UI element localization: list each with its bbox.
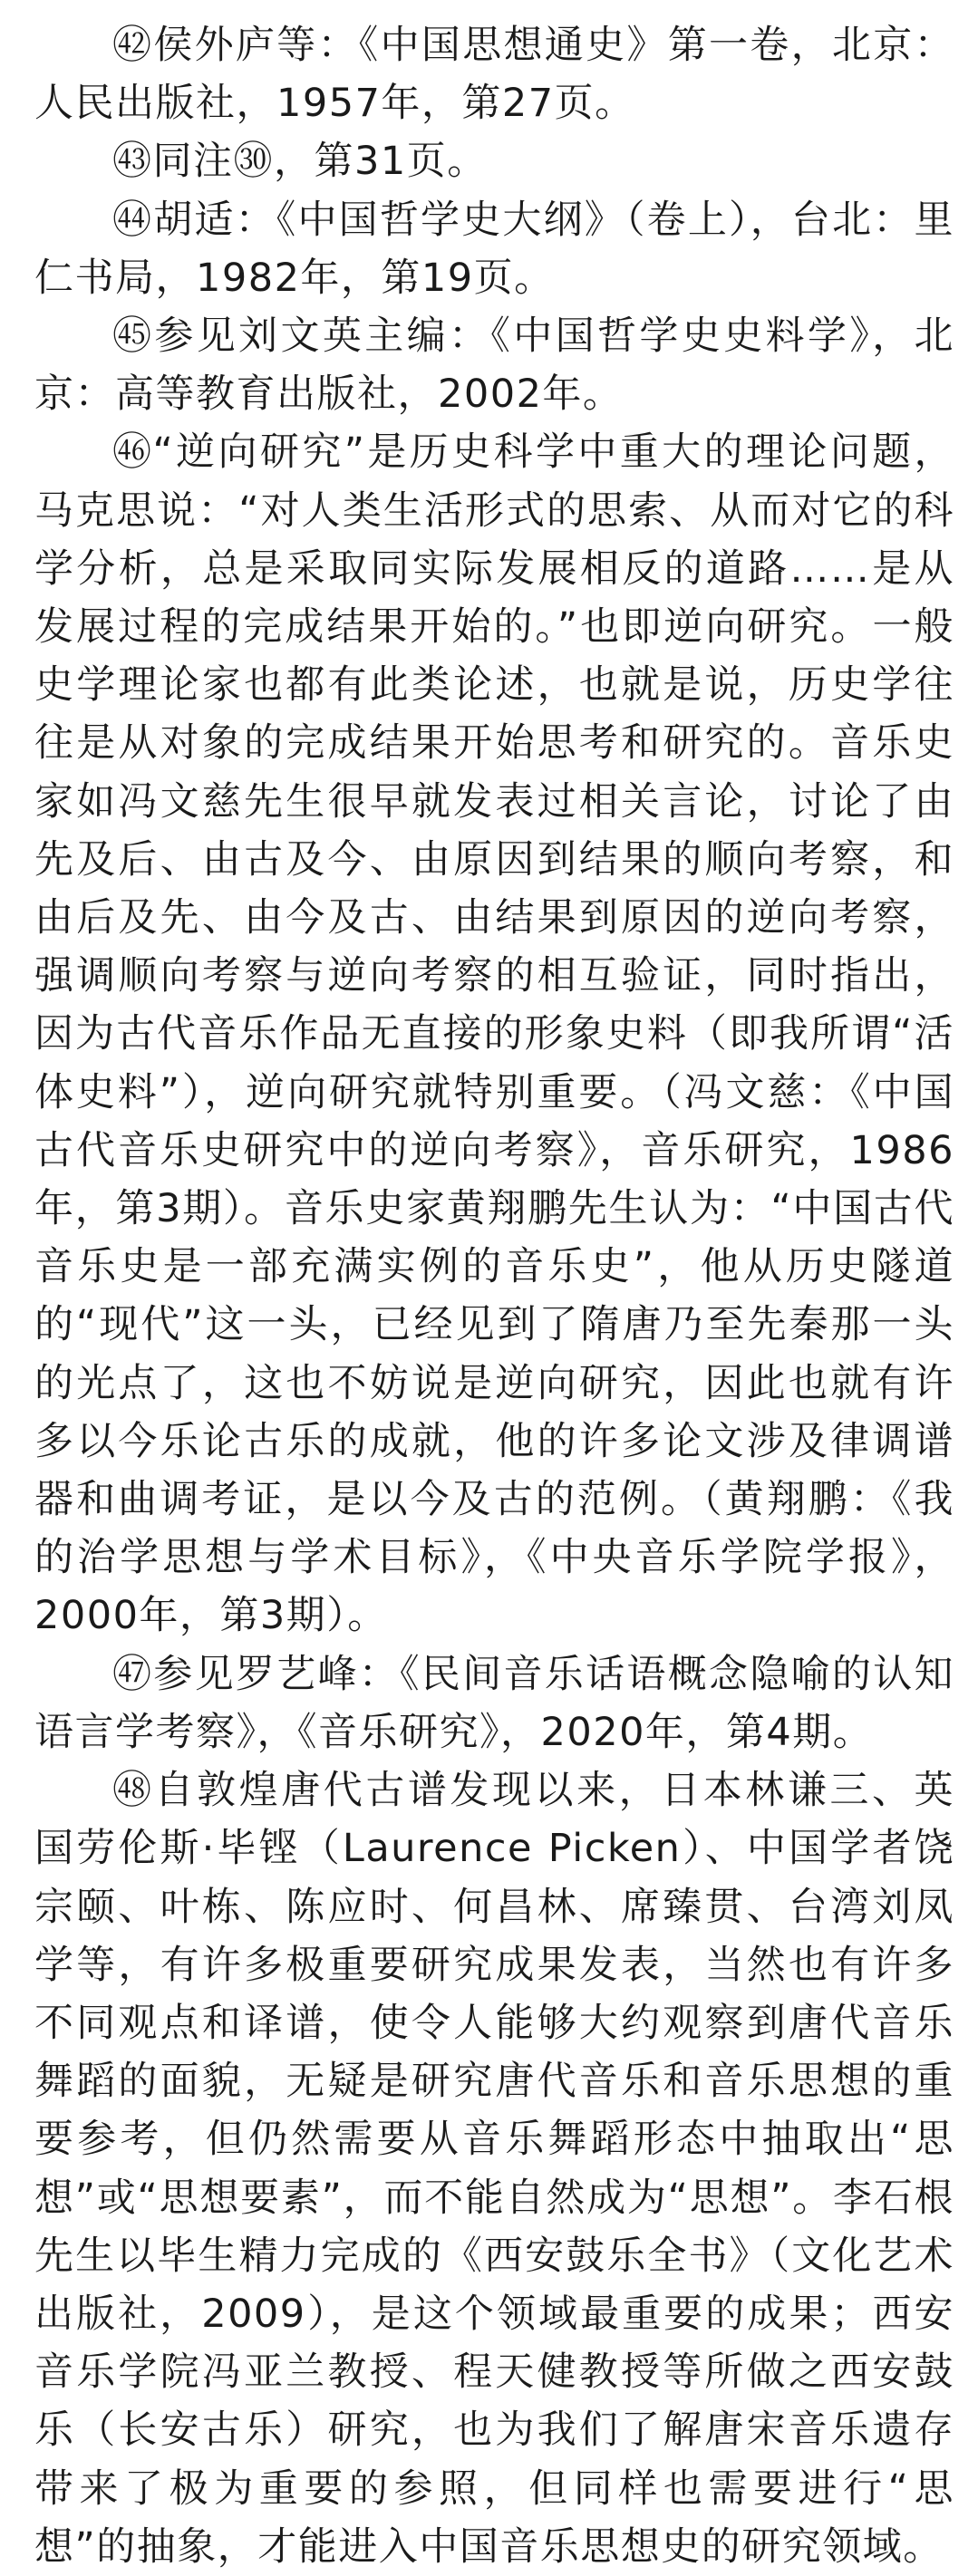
footnote-marker: ㊼ <box>112 1651 153 1697</box>
footnote-text: 胡适：《中国哲学史大纲》（卷上），台北：里仁书局，1982年，第19页。 <box>34 197 954 301</box>
footnote-text: “逆向研究”是历史科学中重大的理论问题，马克思说：“对人类生活形式的思索、从而对它的科学分析，总是采取同实际发展相反的道路……是从发展过程的完成结果开始的。”也即逆向研究。一般史学理论家也都有此类论述，也就是说，历史学往往是从对象的完成结果开始思考和研究的。音乐史家如冯文慈先生很早就发表过相关言论，讨论了由先及后、由古及今、由原因到结果的顺向考察，和由后及先、由今及古、由结果到原因的逆向考察，强调顺向考察与逆向考察的相互验证，同时指出，因为古代音乐作品无直接的形象史料（即我所谓“活体史料”），逆向研究就特别重要。（冯文慈：《中国古代音乐史研究中的逆向考察》，音乐研究，1986年，第3期）。音乐史家黄翔鹏先生认为：“中国古代音乐史是一部充满实例的音乐史”，他从历史隧道的“现代”这一头，已经见到了隋唐乃至先秦那一头的光点了，这也不妨说是逆向研究，因此也就有许多以今乐论古乐的成就，他的许多论文涉及律调谱器和曲调考证，是以今及古的范例。（黄翔鹏：《我的治学思想与学术目标》，《中央音乐学院学报》，2000年，第3期）。 <box>34 429 954 1639</box>
footnote-marker: ㊸ <box>112 139 153 185</box>
footnote-text: 参见刘文英主编：《中国哲学史史料学》，北京：高等教育出版社，2002年。 <box>34 314 954 418</box>
footnote-42 <box>34 16 954 132</box>
footnote-48 <box>34 1761 954 2576</box>
footnote-text: 参见罗艺峰：《民间音乐话语概念隐喻的认知语言学考察》，《音乐研究》，2020年，第4期。 <box>34 1651 954 1755</box>
footnote-marker: ㊻ <box>112 429 153 476</box>
footnotes-page <box>34 16 954 2576</box>
footnote-text: 侯外庐等：《中国思想通史》第一卷，北京：人民出版社，1957年，第27页。 <box>34 23 954 127</box>
footnote-marker: ㊹ <box>112 197 153 243</box>
footnote-marker: ㊽ <box>112 1768 153 1814</box>
footnote-text: 自敦煌唐代古谱发现以来，日本林谦三、英国劳伦斯·毕铿（Laurence Picken）、中国学者饶宗颐、叶栋、陈应时、何昌林、席臻贯、台湾刘凤学等，有许多极重要研究成果发表，当然也有许多不同观点和译谱，使令人能够大约观察到唐代音乐舞蹈的面貌，无疑是研究唐代音乐和音乐思想的重要参考，但仍然需要从音乐舞蹈形态中抽取出“思想”或“思想要素”，而不能自然成为“思想”。李石根先生以毕生精力完成的《西安鼓乐全书》（文化艺术出版社，2009），是这个领域最重要的成果；西安音乐学院冯亚兰教授、程天健教授等所做之西安鼓乐（长安古乐）研究，也为我们了解唐宋音乐遗存带来了极为重要的参照，但同样也需要进行“思想”的抽象，才能进入中国音乐思想史的研究领域。 <box>34 1768 954 2570</box>
footnote-47 <box>34 1645 954 1761</box>
footnote-marker: ㊷ <box>112 23 153 68</box>
footnote-marker: ㊺ <box>112 314 153 360</box>
footnote-text: 同注㉚，第31页。 <box>152 139 488 185</box>
footnote-46 <box>34 423 954 1645</box>
footnote-43 <box>34 132 954 190</box>
footnote-45 <box>34 307 954 423</box>
footnote-44 <box>34 191 954 307</box>
